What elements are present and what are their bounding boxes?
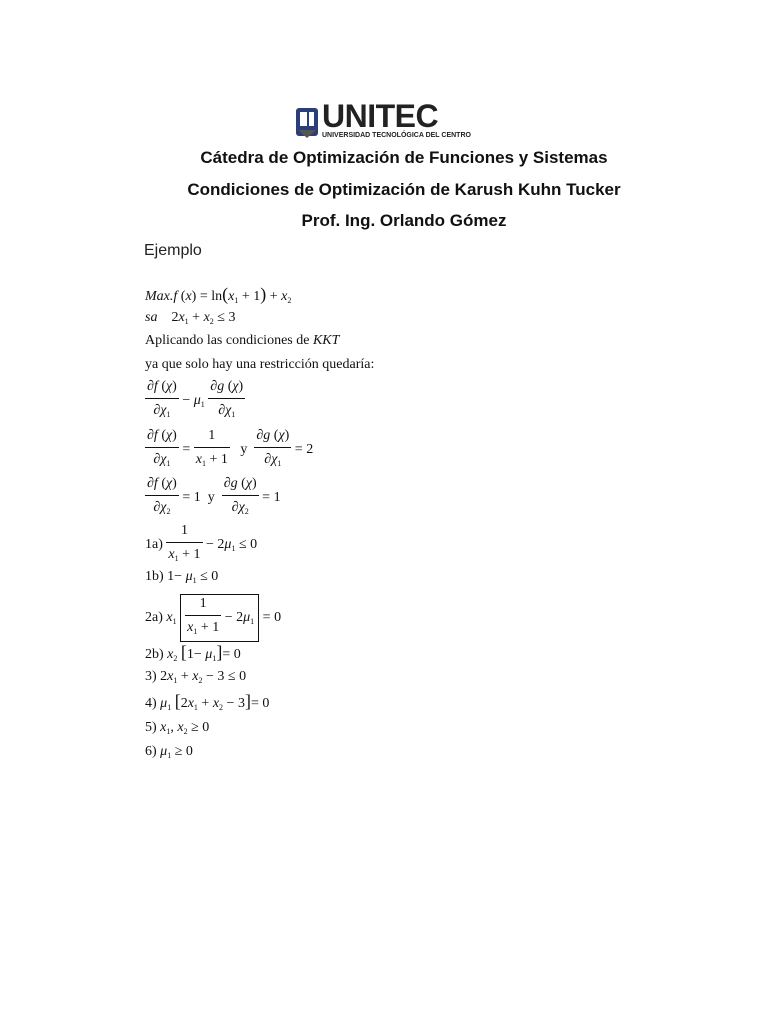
professor-name: Prof. Ing. Orlando Gómez <box>301 211 507 230</box>
condition-2b-label: 2b) <box>145 647 164 662</box>
condition-5: 5) $x_1$, $x_2 \ge 0$ <box>145 720 210 736</box>
condition-1b-label: 1b) <box>145 569 164 584</box>
y-connector: y <box>240 442 248 458</box>
condition-2a-label: 2a) <box>145 610 163 626</box>
condition-4: 4) $\mu_1$ $[2x_1 + x_2 - 3]= 0$ <box>145 691 270 712</box>
constraint: sa $2x_1 + x_2 \le 3$ <box>145 310 236 326</box>
apply-text-label: Aplicando las condiciones de <box>145 333 310 348</box>
partials-x2: $\frac{\partial f (\chi)}{\partial\chi_2}$ = 1 y $\frac{\partial g (\chi)}{\partial\chi_2}$ = 1 <box>147 476 281 516</box>
logo-wordmark: UNITEC <box>322 98 439 134</box>
condition-1a: 1a) $\frac{1}{x_1 + 1}$ − $2\mu_1 \le 0$ <box>145 523 258 563</box>
max-label: Max. <box>145 289 174 304</box>
single-constraint-text: ya que solo hay una restricción quedaría: <box>145 357 375 372</box>
condition-1b: 1b) $1- \mu_1 \le 0$ <box>145 569 219 585</box>
condition-6-label: 6) <box>145 744 157 759</box>
y-connector: y <box>207 490 215 506</box>
condition-3-label: 3) <box>145 669 157 684</box>
condition-2b: 2b) $x_2$ $[1- \mu_1]= 0$ <box>145 642 241 663</box>
document-title: Condiciones de Optimización de Karush Kuhn Tucker <box>187 180 621 199</box>
lagrangian-derivative: $\frac{\partial f (\chi)}{\partial\chi_1}$ − $\mu_1$ $\frac{\partial g (\chi)}{\partial\chi_1}$ <box>147 379 244 419</box>
condition-3: 3) $2x_1 + x_2 - 3 \le 0$ <box>145 669 247 685</box>
sa-label: sa <box>145 310 158 325</box>
apply-text <box>145 332 339 350</box>
condition-2a: 2a) $x_1$ $\frac{1}{x_1 + 1}$ − $2\mu_1 = 0$ <box>145 594 281 642</box>
condition-6: 6) $\mu_1 \ge 0$ <box>145 744 193 760</box>
partials-x1: $\frac{\partial f (\chi)}{\partial\chi_1}$ = $\frac{1}{x_1 + 1}$ y $\frac{\partial g (\chi)}{\partial\chi_1}$ = 2 <box>147 428 314 468</box>
objective-function: Max.f $(x) = \ln(x_1 + 1) + x_2$ <box>145 284 292 305</box>
course-title: Cátedra de Optimización de Funciones y Sistemas <box>200 148 608 167</box>
condition-1a-label: 1a) <box>145 537 163 553</box>
kkt-label: KKT <box>312 333 340 348</box>
condition-5-label: 5) <box>145 720 157 735</box>
condition-4-label: 4) <box>145 696 157 711</box>
section-title: Ejemplo <box>144 242 202 259</box>
logo-subtitle: UNIVERSIDAD TECNOLÓGICA DEL CENTRO <box>322 132 471 139</box>
